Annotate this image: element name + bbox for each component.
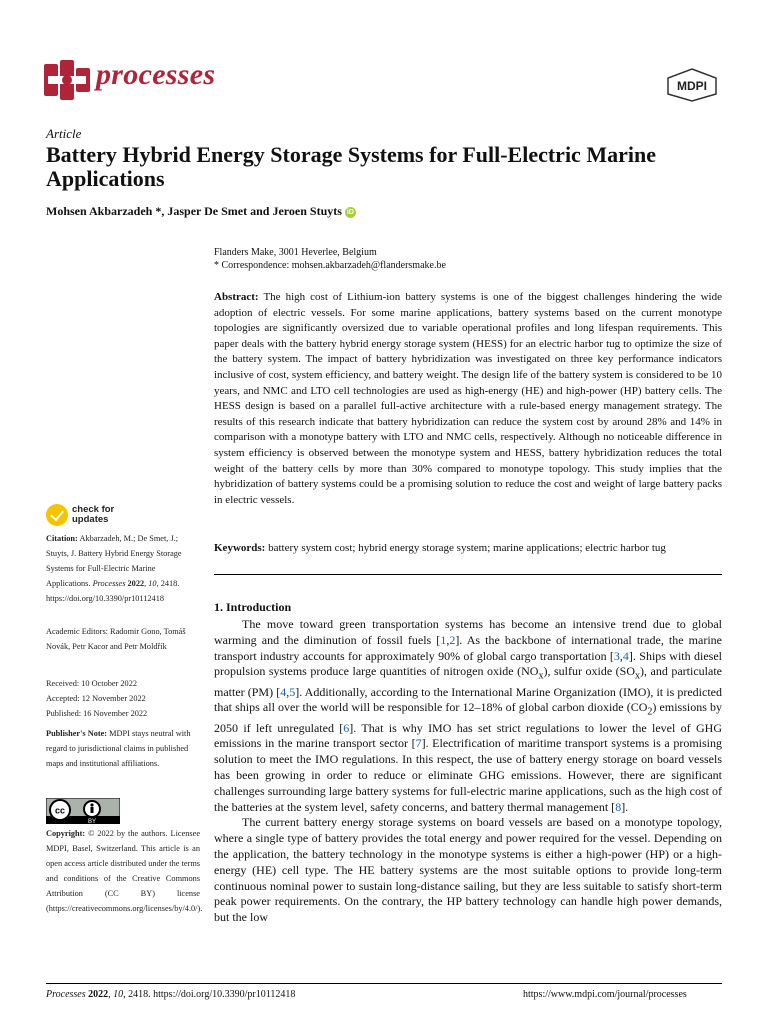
correspondence: * Correspondence: mohsen.akbarzadeh@flandersmake.be — [214, 260, 446, 271]
citation-link[interactable]: 4 — [622, 648, 629, 663]
publisher-note — [46, 726, 200, 771]
footer-doi[interactable]: , 2418. https://doi.org/10.3390/pr10112418 — [123, 989, 296, 1000]
footer-year: 2022 — [88, 989, 109, 1000]
abstract-label: Abstract: — [214, 291, 259, 303]
copyright — [46, 826, 203, 916]
citation-journal: Processes — [92, 579, 126, 588]
citation-link[interactable]: 5 — [289, 684, 296, 699]
accepted-date: Accepted: 12 November 2022 — [46, 694, 146, 703]
paragraph-1: The move toward green transportation systems has become an intensive trend due to global warming and the diminution of fossil fuels [1,2]. As the backbone of international trade, the marine transport industry accounts for approximately 90% of global cargo transportation [3,4]. Ships with diesel propulsion systems produce large quantities of nitrogen oxide $(NO_x)$, sulfur oxide $(SO_x)$, and particulate matter (PM) [4,5]. Additionally, according to the International Marine Organization (IMO), it is predicted that ships all over the world will be responsible for 12–18% of global carbon dioxide $(CO_2)$ emissions by 2050 if left unregulated [6]. That is why IMO has set strict regulations to lower the level of GHG emissions in the marine transport sector [7]. Electrification of maritime transport systems is a promising solution to meet the IMO regulations. In this respect, the use of battery energy storage on board vessels has been growing in order to reduce or eliminate GHG emissions. However, there are significant challenges surrounding large battery systems for full-electric marine applications, such as the high cost of the batteries at the system level, safety concerns, and battery thermal management [8]. — [214, 617, 723, 814]
academic-editors: Academic Editors: Radomir Gono, Tomáš Novák, Petr Kacor and Petr Moldřík — [46, 627, 186, 651]
check-for-updates-badge[interactable] — [46, 504, 166, 528]
citation-volume: 10 — [148, 579, 157, 588]
article-title: Battery Hybrid Energy Storage Systems for Full-Electric Marine Applications — [46, 142, 656, 191]
citation-link[interactable]: 7 — [415, 736, 422, 751]
affiliation: Flanders Make, 3001 Heverlee, Belgium — [214, 247, 377, 258]
orcid-icon[interactable]: iD — [346, 209, 354, 216]
citation: Citation: Akbarzadeh, M.; De Smet, J.; Stuyts, J. Battery Hybrid Energy Storage Systems for Full-Electric Marine Applications. Processes 2022, 10, 2418. https://doi.org/10.3390/pr10112418 — [46, 534, 182, 603]
citation-link[interactable]: 8 — [615, 799, 622, 814]
paragraph-2: The current battery energy storage systems on board vessels are based on a monotype topology, where a single type of battery provides the total energy and power required for the vessel. Depending on the application, the battery technology in the monotype systems is either a high-power (HP) or a high-energy (HE) cell type. The HE battery systems are the most suitable options to provide long-term continuous nominal power to sustain long-distance sailing, but they are less suitable to satisfy short-term peak power requirements. On the contrary, the HP battery technology can handle high power demands, but the low — [214, 815, 722, 925]
citation-doi[interactable]: , 2418. https://doi.org/10.3390/pr10112418 — [46, 579, 180, 603]
journal-logo-icon — [44, 60, 90, 100]
citation-year: 2022 — [127, 579, 145, 588]
check-icon — [46, 504, 68, 526]
publisher-note-text: MDPI stays neutral with regard to jurisdictional claims in published maps and institutional affiliations. — [46, 729, 191, 768]
citation-link[interactable]: 3 — [613, 648, 620, 663]
keywords — [214, 541, 722, 556]
citation-label: Citation: — [46, 534, 78, 543]
section-heading: 1. Introduction — [214, 600, 292, 614]
footer-journal: Processes — [46, 989, 86, 1000]
section-divider — [214, 574, 722, 575]
cc-by-license-icon[interactable] — [46, 798, 120, 824]
publisher-note-label: Publisher's Note: — [46, 729, 108, 738]
authors-text: Mohsen Akbarzadeh *, Jasper De Smet and Jeroen Stuyts — [46, 204, 342, 218]
citation-link[interactable]: 4 — [280, 684, 287, 699]
journal-name: processes — [96, 58, 216, 91]
article-type: Article — [46, 126, 82, 141]
abstract — [214, 290, 722, 508]
keywords-text: battery system cost; hybrid energy storage system; marine applications; electric harbor tug — [268, 542, 666, 554]
svg-text:cc: cc — [54, 805, 66, 816]
authors — [46, 204, 356, 219]
footer-journal-url[interactable]: https://www.mdpi.com/journal/processes — [523, 989, 687, 1000]
mdpi-logo-text: MDPI — [677, 79, 707, 93]
citation-text: Akbarzadeh, M.; De Smet, J.; Stuyts, J. Battery Hybrid Energy Storage Systems for Full-Electric Marine Applications. — [46, 534, 182, 588]
published-date: Published: 16 November 2022 — [46, 709, 148, 718]
copyright-label: Copyright: — [46, 829, 86, 838]
copyright-text: © 2022 by the authors. Licensee MDPI, Basel, Switzerland. This article is an open access article distributed under the terms and conditions of the Creative Commons Attribution (CC BY) license (https://creativecommons.org/licenses/by/4.0/). — [46, 829, 203, 913]
introduction-body — [214, 617, 722, 926]
cc-by-text: BY — [87, 819, 97, 824]
citation-link[interactable]: 1 — [440, 632, 447, 647]
footer-volume: 10 — [113, 989, 124, 1000]
footer-citation: Processes 2022, 10, 2418. https://doi.org/10.3390/pr10112418 — [46, 989, 296, 1000]
received-date: Received: 10 October 2022 — [46, 679, 138, 688]
keywords-label: Keywords: — [214, 542, 266, 554]
footer-divider — [46, 983, 722, 984]
abstract-text: The high cost of Lithium-ion battery systems is one of the biggest challenges hindering the wide adoption of electric vessels. For some marine applications, battery systems based on the current monotype topologies are significantly oversized due to variable operational profiles and long lifespan requirements. This paper deals with the battery hybrid energy storage system (HESS) for an electric harbor tug to optimize the size of the battery system. The impact of battery hybridization was investigated on three key performance indicators inclusive of cost, system efficiency, and battery weight. The design life of the battery system is considered to be 10 years, and NMC and LTO cell technologies are used as high-energy (HE) and high-power (HP) battery cells. The HESS design is based on a parallel full-active architecture with a rule-based energy management strategy. The results of this research indicate that battery hybridization can reduce the system cost by around 28% and 14% in comparison with a monotype battery with LTO and NMC cells, respectively. Although no noticeable difference in system efficiency is observed between the monotype system and HESS, battery hybridization reduces the total weight of the battery cells by more than 30% compared to monotype topology. This study implies that the hybridization of battery systems could be a promising solution to reduce the cost and weight of large battery packs in electric vessels. — [214, 291, 722, 506]
mdpi-logo-icon — [666, 68, 718, 102]
check-text: check for updates — [72, 504, 115, 525]
citation-link[interactable]: 2 — [449, 632, 456, 647]
citation-link[interactable]: 6 — [343, 720, 350, 735]
